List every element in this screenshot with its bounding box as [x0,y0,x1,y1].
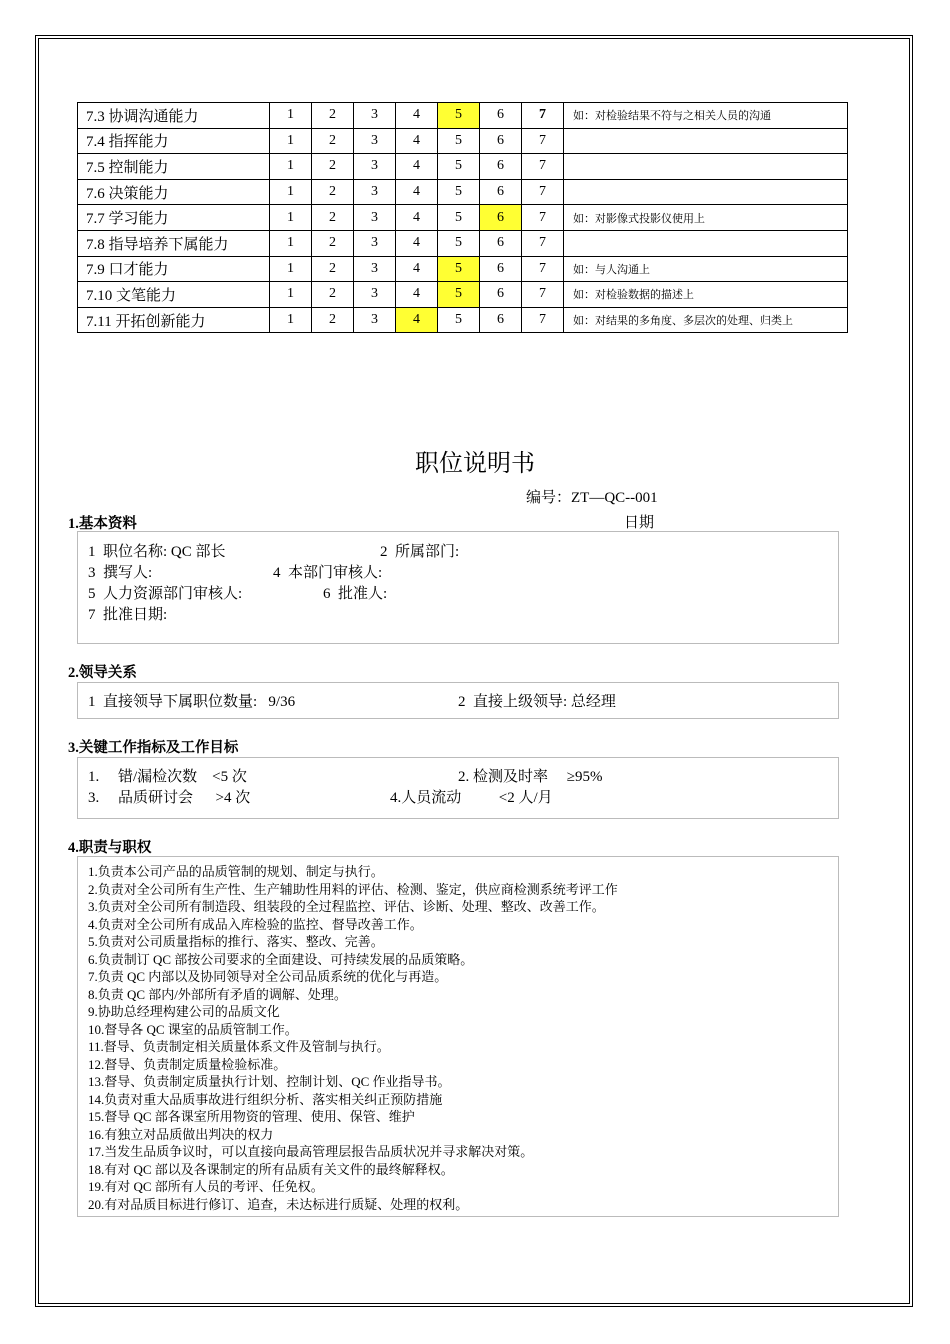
rating-score: 5 [438,179,480,205]
rating-score: 1 [270,307,312,333]
rating-score: 2 [312,230,354,256]
duty-item: 7.负责 QC 内部以及协同领导对全公司品质系统的优化与再造。 [88,969,448,984]
rating-score: 3 [354,256,396,282]
rating-note [564,128,848,154]
hr-reviewer: 5 人力资源部门审核人: [88,586,243,602]
rating-score: 3 [354,103,396,129]
ability-label: 7.8 指导培养下属能力 [78,230,270,256]
rating-score: 4 [396,179,438,205]
ability-label: 7.7 学习能力 [78,205,270,231]
duty-item: 1.负责本公司产品的品质管制的规划、制定与执行。 [88,864,384,879]
rating-score: 6 [480,230,522,256]
section-duties-heading: 4.职责与职权 [68,840,152,856]
duty-item: 9.协助总经理构建公司的品质文化 [88,1004,280,1019]
document-date: 日期 [624,515,655,531]
ability-label: 7.11 开拓创新能力 [78,307,270,333]
rating-score: 4 [396,205,438,231]
rating-score: 1 [270,205,312,231]
rating-row [78,205,848,231]
rating-score: 6 [480,256,522,282]
rating-score-selected: 5 [438,282,480,308]
subordinate-count: 1 直接领导下属职位数量: 9/36 [88,694,296,710]
rating-score: 1 [270,282,312,308]
kpi-timeliness: 2. 检测及时率 ≥95% [458,769,603,785]
ability-label: 7.5 控制能力 [78,154,270,180]
duty-item: 8.负责 QC 部内/外部所有矛盾的调解、处理。 [88,986,347,1002]
rating-score: 7 [522,205,564,231]
rating-score: 3 [354,154,396,180]
duty-item: 18.有对 QC 部以及各课制定的所有品质有关文件的最终解释权。 [88,1161,454,1177]
rating-score: 6 [480,103,522,129]
rating-score: 2 [312,154,354,180]
writer: 3 撰写人: [88,565,153,581]
rating-score-selected: 5 [438,103,480,129]
approve-date: 7 批准日期: [88,607,168,623]
duty-item: 6.负责制订 QC 部按公司要求的全面建设、可持续发展的品质策略。 [88,951,474,967]
rating-score: 6 [480,128,522,154]
kpi-error-count: 1. 错/漏检次数 <5 次 [88,769,247,785]
rating-score: 7 [522,282,564,308]
rating-row [78,179,848,205]
rating-score: 1 [270,230,312,256]
duty-item: 17.当发生品质争议时，可以直接向最高管理层报告品质状况并寻求解决对策。 [88,1144,534,1159]
basic-info-box [77,531,839,644]
rating-score: 1 [270,256,312,282]
rating-score: 7 [522,256,564,282]
rating-score: 4 [396,230,438,256]
rating-score: 4 [396,282,438,308]
position-name: 1 职位名称: QC 部长 [88,544,226,560]
rating-row [78,230,848,256]
duty-item: 4.负责对全公司所有成品入库检验的监控、督导改善工作。 [88,916,423,932]
rating-score: 4 [396,103,438,129]
duties-box [77,856,839,1217]
ability-label: 7.4 指挥能力 [78,128,270,154]
kpi-seminars: 3. 品质研讨会 >4 次 [88,790,251,806]
rating-score: 5 [438,230,480,256]
duty-item: 19.有对 QC 部所有人员的考评、任免权。 [88,1179,324,1194]
rating-table [77,102,848,333]
rating-score: 3 [354,205,396,231]
duty-item: 16.有独立对品质做出判决的权力 [88,1126,274,1142]
rating-row [78,282,848,308]
ability-label: 7.9 口才能力 [78,256,270,282]
rating-row [78,307,848,333]
rating-note: 如：对影像式投影仪使用上 [564,205,848,231]
duty-item: 15.督导 QC 部各课室所用物资的管理、使用、保管、维护 [88,1109,415,1124]
rating-score: 4 [396,154,438,180]
rating-score-selected: 6 [480,205,522,231]
section-leadership-heading: 2.领导关系 [68,665,137,681]
rating-score: 2 [312,307,354,333]
duty-item: 11.督导、负责制定相关质量体系文件及管制与执行。 [88,1039,390,1054]
rating-note [564,154,848,180]
duty-item: 20.有对品质目标进行修订、追查，未达标进行质疑、处理的权利。 [88,1196,469,1212]
approver: 6 批准人: [323,586,388,602]
rating-score: 1 [270,128,312,154]
rating-score-selected: 5 [438,256,480,282]
duty-item: 2.负责对全公司所有生产性、生产辅助性用料的评估、检测、鉴定，供应商检测系统考评工作 [88,881,618,897]
rating-row [78,256,848,282]
department: 2 所属部门: [380,544,460,560]
rating-score: 1 [270,154,312,180]
rating-score: 6 [480,154,522,180]
ability-label: 7.10 文笔能力 [78,282,270,308]
rating-score: 4 [396,128,438,154]
rating-score: 3 [354,282,396,308]
rating-score: 7 [522,154,564,180]
rating-score: 2 [312,103,354,129]
duty-item: 10.督导各 QC 课室的品质管制工作。 [88,1021,298,1037]
rating-score-selected: 4 [396,307,438,333]
ability-label: 7.6 决策能力 [78,179,270,205]
rating-note: 如：对检验数据的描述上 [564,282,848,308]
section-basic-info-heading: 1.基本资料 [68,516,137,532]
rating-score: 5 [438,307,480,333]
rating-score: 1 [270,179,312,205]
rating-score: 3 [354,230,396,256]
rating-score: 5 [438,128,480,154]
rating-score: 7 [522,307,564,333]
rating-score: 2 [312,282,354,308]
dept-reviewer: 4 本部门审核人: [273,565,383,581]
rating-row [78,128,848,154]
rating-score: 7 [522,103,564,129]
rating-note [564,230,848,256]
rating-note [564,179,848,205]
rating-score: 3 [354,179,396,205]
direct-superior: 2 直接上级领导: 总经理 [458,694,616,710]
rating-score: 7 [522,230,564,256]
duties-list [88,863,618,1213]
duty-item: 3.负责对全公司所有制造段、组装段的全过程监控、评估、诊断、处理、整改、改善工作。 [88,899,605,914]
duty-item: 12.督导、负责制定质量检验标准。 [88,1056,287,1072]
rating-score: 3 [354,307,396,333]
leadership-box [77,682,839,719]
rating-note: 如：对结果的多角度、多层次的处理、归类上 [564,307,848,333]
document-code: 编号：ZT—QC--001 [526,490,658,506]
rating-score: 1 [270,103,312,129]
rating-note: 如：对检验结果不符与之相关人员的沟通 [564,103,848,129]
rating-score: 7 [522,128,564,154]
rating-score: 2 [312,205,354,231]
rating-score: 3 [354,128,396,154]
rating-score: 2 [312,256,354,282]
rating-score: 2 [312,179,354,205]
rating-score: 6 [480,307,522,333]
rating-row [78,154,848,180]
rating-score: 2 [312,128,354,154]
rating-score: 5 [438,154,480,180]
rating-score: 7 [522,179,564,205]
rating-table-body [78,103,848,333]
rating-score: 6 [480,282,522,308]
rating-score: 4 [396,256,438,282]
duty-item: 13.督导、负责制定质量执行计划、控制计划、QC 作业指导书。 [88,1074,451,1089]
kpi-turnover: 4.人员流动 <2 人/月 [390,790,553,806]
kpi-box [77,757,839,819]
document-title: 职位说明书 [415,449,535,477]
rating-note: 如：与人沟通上 [564,256,848,282]
rating-score: 5 [438,205,480,231]
duty-item: 5.负责对公司质量指标的推行、落实、整改、完善。 [88,934,384,949]
duty-item: 14.负责对重大品质事故进行组织分析、落实相关纠正预防措施 [88,1091,443,1107]
ability-label: 7.3 协调沟通能力 [78,103,270,129]
section-kpi-heading: 3.关键工作指标及工作目标 [68,740,239,756]
rating-score: 6 [480,179,522,205]
rating-row [78,103,848,129]
